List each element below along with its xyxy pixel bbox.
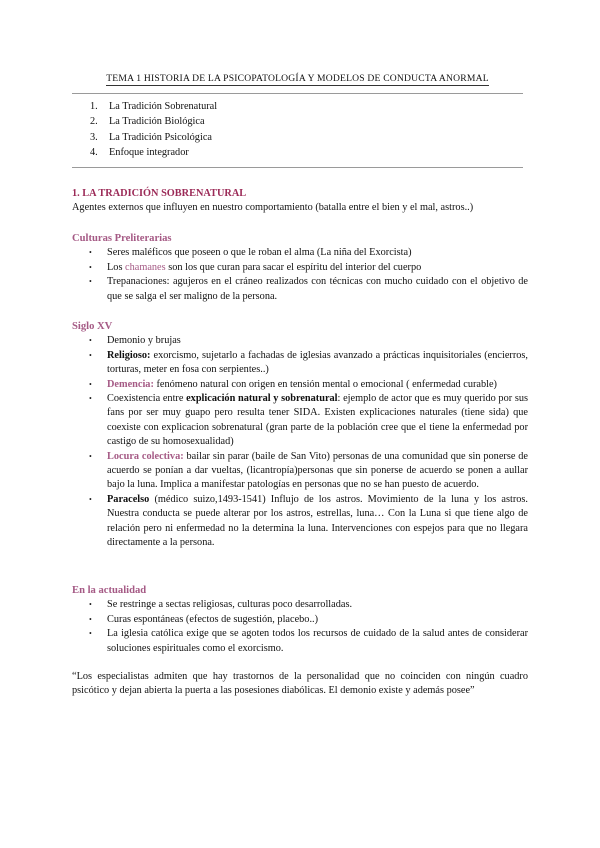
highlight-term: Demencia: [107, 378, 154, 390]
bold-term: Religioso: [107, 349, 151, 361]
list-item-text: bailar sin parar (baile de San Vito) personas de una comunidad que sin ponerse de acuerdo se ponían a dar vueltas, (licantropía)personas que sin ponerse de acuerdo se ponen a aullar bajo la luna. Implica a manifestar patologías en personas que no se han puesto de acuerdo. [107, 450, 528, 491]
title-block [72, 72, 523, 86]
list-item-text: son los que curan para sacar el espíritu del interior del cuerpo [165, 261, 422, 273]
list-item [72, 261, 528, 275]
quote-text: “Los especialistas admiten que hay trastornos de la personalidad que no coinciden con ningún cuadro psicótico y dejan abierta la puerta a las posesiones diabólicas. El demonio existe y además posee” [72, 671, 528, 697]
bullet-list [72, 246, 528, 304]
toc-item [90, 145, 217, 160]
bullet-list [72, 598, 528, 656]
toc-item [90, 114, 217, 129]
section-intro: Agentes externos que influyen en nuestro comportamiento (batalla entre el bien y el mal, astros..) [72, 202, 474, 214]
toc-label: Enfoque integrador [109, 146, 189, 158]
list-item-text: Se restringe a sectas religiosas, culturas poco desarrolladas. [107, 599, 353, 611]
list-item-text: Trepanaciones: agujeros en el cráneo realizados con técnicas con mucho cuidado con el objetivo de que se salga el ser maligno de la persona. [107, 276, 528, 302]
toc-number: 2. [90, 116, 98, 128]
list-item [72, 627, 528, 656]
toc-number: 3. [90, 131, 98, 143]
list-item-text: Curas espontáneas (efectos de sugestión, placebo..) [107, 613, 319, 625]
toc-label: La Tradición Psicológica [109, 131, 212, 143]
list-item [72, 450, 528, 493]
toc-number: 4. [90, 146, 98, 158]
highlight-term: Locura colectiva: [107, 450, 184, 462]
toc-item [90, 99, 217, 114]
toc-label: La Tradición Sobrenatural [109, 101, 218, 112]
list-item-text: exorcismo, sujetarlo a fachadas de iglesias avanzado a prácticas inquisitoriales (encierros, torturas, meter en fosa con serpientes..) [107, 349, 528, 376]
bold-term: Paracelso [107, 493, 150, 505]
list-item-text: (médico suizo,1493-1541) Influjo de los astros. Movimiento de la luna y los astros. Nuestra conducta se puede alterar por los astros, estrellas, luna… Con la Luna si que tiene algo de relación pero ni enfermedad no la determina la luna. Intervenciones con espejos para que no llegara directamente a la persona. [107, 493, 528, 549]
list-item [72, 598, 528, 612]
list-item-text: fenómeno natural con origen en tensión mental o emocional ( enfermedad curable) [153, 378, 497, 390]
list-item-text: Demonio y brujas [107, 335, 181, 347]
quote-paragraph [72, 670, 528, 699]
list-item [72, 392, 528, 450]
section-culturas [72, 232, 528, 304]
list-item-text: : ejemplo de actor que es muy querido por sus fans por ser muy guapo pero resulta tener SIDA. Existen explicaciones naturales (tiene sida) que coexiste con explicacion sobrenatural (gran parte de la población cree que el tiene la enfermedad por castigo de su homosexualidad) [107, 393, 528, 448]
list-item-text: Coexistencia entre [107, 393, 187, 405]
document-title: TEMA 1 HISTORIA DE LA PSICOPATOLOGÍA Y MODELOS DE CONDUCTA ANORMAL [106, 73, 489, 84]
toc-item [90, 130, 217, 145]
subsection-heading: Siglo XV [72, 321, 113, 332]
highlight-term: chamanes [125, 261, 166, 273]
divider-bottom [72, 167, 523, 168]
list-item-text: Seres maléficos que poseen o que le roban el alma (La niña del Exorcista) [107, 247, 412, 259]
list-item [72, 613, 528, 627]
list-item [72, 275, 528, 304]
list-item-text: Los [107, 261, 126, 273]
list-item [72, 493, 528, 551]
bullet-list [72, 334, 528, 550]
table-of-contents [90, 99, 217, 160]
list-item [72, 246, 528, 260]
list-item [72, 349, 528, 378]
list-item [72, 378, 528, 392]
subsection-heading: En la actualidad [72, 585, 147, 596]
list-item-text: La iglesia católica exige que se agoten todos los recursos de cuidado de la salud antes de considerar soluciones espirituales como el exorcismo. [107, 628, 528, 654]
toc-label: La Tradición Biológica [109, 116, 205, 128]
subsection-heading: Culturas Preliterarias [72, 233, 172, 244]
section-supernatural [72, 187, 528, 216]
section-actualidad [72, 584, 528, 656]
section-siglo-xv [72, 320, 528, 551]
divider-top [72, 93, 523, 94]
section-heading: 1. LA TRADICIÓN SOBRENATURAL [72, 188, 247, 199]
bold-term: explicación natural y sobrenatural [186, 393, 338, 405]
toc-number: 1. [90, 101, 98, 112]
list-item [72, 334, 528, 348]
